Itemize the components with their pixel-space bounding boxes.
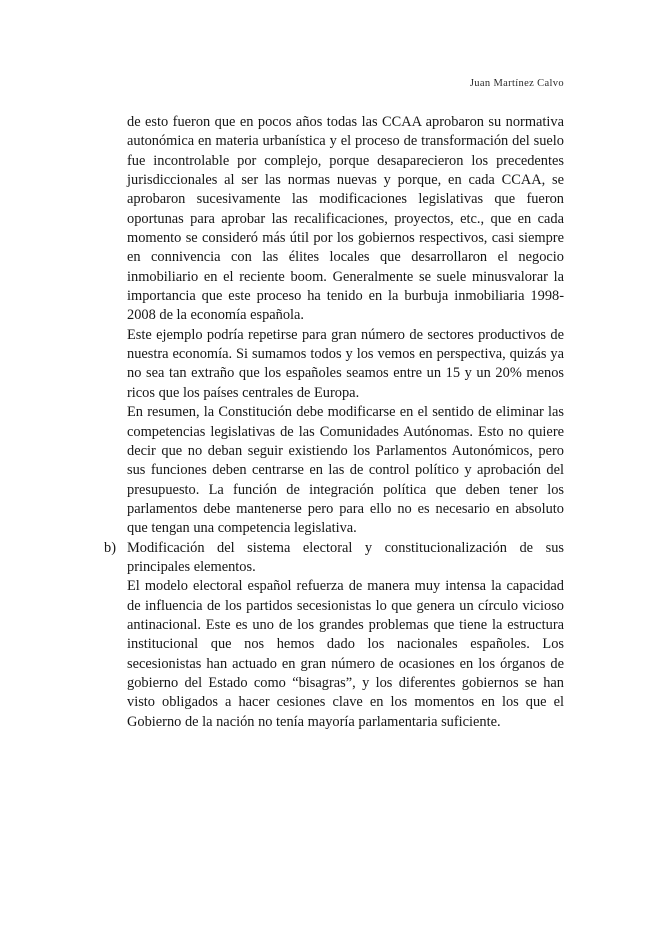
paragraph: Este ejemplo podría repetirse para gran número de sectores productivos de nuestra economía. Si sumamos todos y los vemos en perspectiva, quizás ya no sea tan extraño que los españoles seamos entre un 15 y un 20% menos ricos que los países centrales de Europa. (127, 326, 564, 401)
paragraph: El modelo electoral español refuerza de manera muy intensa la capacidad de influencia de los partidos secesionistas lo que genera un círculo vicioso antinacional. Este es uno de los grandes problemas que tiene la estructura institucional que nos hemos dado los nacionales españoles. Los secesionistas han actuado en gran número de ocasiones en los órganos de gobierno del Estado como “bisagras”, y los diferentes gobiernos se han visto obligados a hacer cesiones clave en los momentos en los que el Gobierno de la nación no tenía mayoría parlamentaria suficiente. (127, 578, 564, 730)
paragraph: En resumen, la Constitución debe modificarse en el sentido de eliminar las competencias legislativas de las Comunidades Autónomas. Esto no quiere decir que no deban seguir existiendo los Parlamentos Autonómicos, pero sus funciones deben centrarse en las de control político y aprobación del presupuesto. La función de integración política que deben tener los parlamentos debe mantenerse pero para ello no es necesario en absoluto que tengan una competencia legislativa. (127, 404, 564, 537)
running-header: Juan Martínez Calvo (469, 78, 564, 89)
paragraph: de esto fueron que en pocos años todas las CCAA aprobaron su normativa autonómica en materia urbanística y el proceso de transformación del suelo fue incontrolable por complejo, porque desaparecieron los precedentes jurisdiccionales al ser las normas nuevas y porque, en cada CCAA, se aprobaron sucesivamente las modificaciones legislativas que fueron oportunas para aprobar las recalificaciones, proyectos, etc., que en cada momento se consideró más útil por los gobiernos respectivos, casi siempre en connivencia con las élites locales que desarrollaron el negocio inmobiliario en el reciente boom. Generalmente se suele minusvalorar la importancia que este proceso ha tenido en la burbuja inmobiliaria 1998-2008 de la economía española. (127, 114, 564, 324)
list-item (104, 539, 564, 578)
body-text-block (104, 113, 564, 732)
list-item-label: Modificación del sistema electoral y constitucionalización de sus principales elementos. (127, 539, 564, 575)
list-item-marker: b) (104, 539, 116, 556)
